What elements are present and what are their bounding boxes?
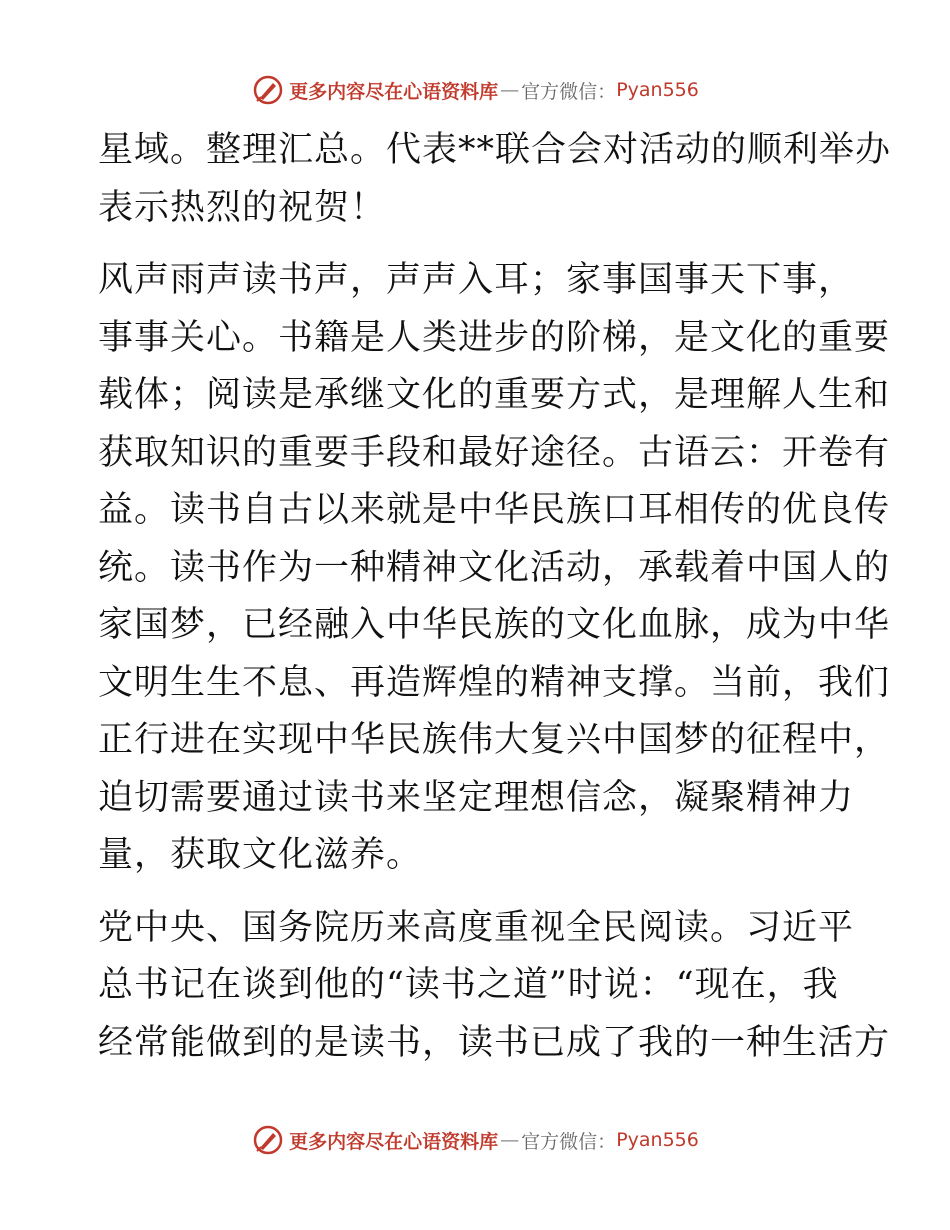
text-line: 统。读书作为一种精神文化活动，承载着中国人的 [98, 547, 891, 588]
banner-wechat-id: Pyan556 [616, 79, 699, 101]
text-line: 文明生生不息、再造辉煌的精神支撑。当前，我们 [98, 662, 891, 703]
text-line: 总书记在谈到他的“读书之道”时说：“现在，我 [98, 965, 839, 1005]
banner-separator: — [500, 1129, 520, 1151]
text-line: 迫切需要通过读书来坚定理想信念，凝聚精神力 [98, 777, 855, 818]
footer-watermark-banner [0, 1120, 950, 1160]
paragraph-1 [98, 122, 892, 237]
pen-logo-icon [251, 73, 285, 107]
text-line: 获取知识的重要手段和最好途径。古语云：开卷有 [98, 432, 891, 473]
text-line: 表示热烈的祝贺！ [98, 187, 387, 228]
text-line: 益。读书自古以来就是中华民族口耳相传的优良传 [98, 490, 891, 530]
banner-separator: — [500, 79, 520, 101]
banner-wechat-label: 官方微信： [521, 80, 617, 103]
text-line: 风声雨声读书声，声声入耳；家事国事天下事， [98, 260, 855, 300]
document-body [98, 122, 892, 1072]
paragraph-3 [98, 900, 891, 1073]
banner-site-text: 更多内容尽在心语资料库 [289, 80, 499, 103]
text-line: 经常能做到的是读书，读书已成了我的一种生活方 [98, 1022, 891, 1063]
text-line: 家国梦，已经融入中华民族的文化血脉，成为中华 [98, 605, 891, 645]
paragraph-2 [98, 252, 891, 885]
banner-wechat-label: 官方微信： [521, 1130, 617, 1153]
text-line: 载体；阅读是承继文化的重要方式，是理解人生和 [98, 375, 891, 415]
text-line: 党中央、国务院历来高度重视全民阅读。习近平 [98, 907, 855, 948]
pen-logo-icon [251, 1123, 285, 1157]
text-line: 量，获取文化滋养。 [98, 835, 423, 875]
banner-wechat-id: Pyan556 [616, 1129, 699, 1151]
header-watermark-banner [0, 70, 950, 110]
text-line: 星域。整理汇总。代表**联合会对活动的顺利举办 [98, 130, 892, 170]
text-line: 正行进在实现中华民族伟大复兴中国梦的征程中， [98, 720, 891, 760]
banner-site-text: 更多内容尽在心语资料库 [289, 1130, 499, 1153]
text-line: 事事关心。书籍是人类进步的阶梯，是文化的重要 [98, 317, 891, 358]
